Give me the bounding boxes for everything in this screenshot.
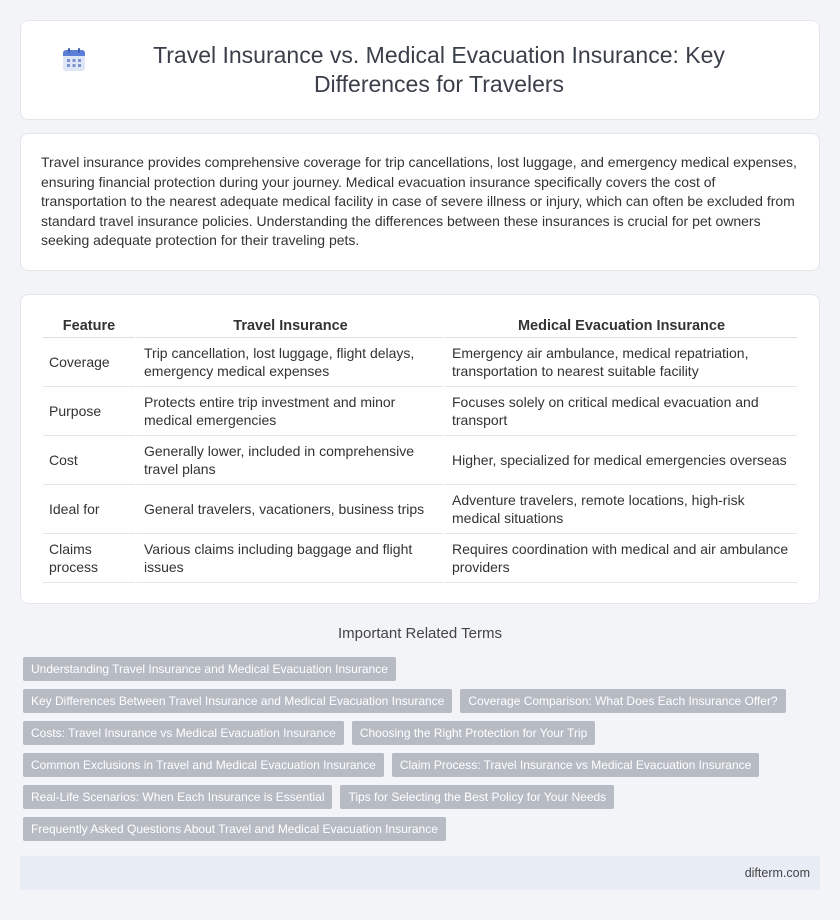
cell-travel: Generally lower, included in comprehensive travel plans (135, 436, 443, 485)
comparison-table (43, 311, 797, 583)
intro-paragraph: Travel insurance provides comprehensive coverage for trip cancellations, lost luggage, and emergency medical expenses, ensuring financial protection during your journey. Medical evacuation insurance specifically covers the cost of transportation to the nearest adequate medical facility in case of severe illness or injury, which can often be excluded from standard travel insurance policies. Understanding the differences between these insurances is crucial for pet owners seeking adequate protection for their traveling pets. (41, 154, 797, 248)
cell-travel: General travelers, vacationers, business trips (135, 485, 443, 534)
related-term-tag[interactable]: Understanding Travel Insurance and Medical Evacuation Insurance (23, 657, 396, 681)
related-term-tag[interactable]: Key Differences Between Travel Insurance and Medical Evacuation Insurance (23, 689, 452, 713)
related-term-tag[interactable]: Choosing the Right Protection for Your Trip (352, 721, 595, 745)
comparison-table-card (20, 294, 820, 604)
related-term-tag[interactable]: Common Exclusions in Travel and Medical Evacuation Insurance (23, 753, 384, 777)
cell-travel: Trip cancellation, lost luggage, flight delays, emergency medical expenses (135, 338, 443, 387)
cell-medical: Adventure travelers, remote locations, high-risk medical situations (443, 485, 797, 534)
table-row (43, 534, 797, 583)
related-term-tag[interactable]: Frequently Asked Questions About Travel and Medical Evacuation Insurance (23, 817, 446, 841)
page-title: Travel Insurance vs. Medical Evacuation Insurance: Key Differences for Travelers (153, 42, 725, 97)
table-row (43, 485, 797, 534)
table-row (43, 436, 797, 485)
cell-travel: Various claims including baggage and flight issues (135, 534, 443, 583)
related-term-tag[interactable]: Tips for Selecting the Best Policy for Your Needs (340, 785, 614, 809)
related-term-tag[interactable]: Real-Life Scenarios: When Each Insurance is Essential (23, 785, 332, 809)
footer-site-link[interactable]: difterm.com (744, 866, 810, 880)
header-feature: Feature (43, 311, 135, 338)
table-row (43, 338, 797, 387)
calendar-icon (61, 47, 87, 73)
table-row (43, 387, 797, 436)
title-card (20, 20, 820, 120)
related-term-tag[interactable]: Costs: Travel Insurance vs Medical Evacuation Insurance (23, 721, 344, 745)
intro-card (20, 133, 820, 271)
cell-medical: Higher, specialized for medical emergencies overseas (443, 436, 797, 485)
cell-feature: Coverage (43, 338, 135, 387)
cell-feature: Ideal for (43, 485, 135, 534)
related-term-tag[interactable]: Claim Process: Travel Insurance vs Medical Evacuation Insurance (392, 753, 760, 777)
cell-travel: Protects entire trip investment and minor medical emergencies (135, 387, 443, 436)
cell-feature: Cost (43, 436, 135, 485)
table-header-row (43, 311, 797, 338)
cell-feature: Claims process (43, 534, 135, 583)
cell-medical: Focuses solely on critical medical evacuation and transport (443, 387, 797, 436)
cell-feature: Purpose (43, 387, 135, 436)
related-terms-list (23, 657, 813, 849)
related-terms-heading: Important Related Terms (338, 625, 502, 642)
footer (20, 856, 820, 890)
header-travel-insurance: Travel Insurance (135, 311, 443, 338)
header-medical-evacuation: Medical Evacuation Insurance (443, 311, 797, 338)
cell-medical: Emergency air ambulance, medical repatriation, transportation to nearest suitable facility (443, 338, 797, 387)
cell-medical: Requires coordination with medical and air ambulance providers (443, 534, 797, 583)
related-term-tag[interactable]: Coverage Comparison: What Does Each Insurance Offer? (460, 689, 785, 713)
